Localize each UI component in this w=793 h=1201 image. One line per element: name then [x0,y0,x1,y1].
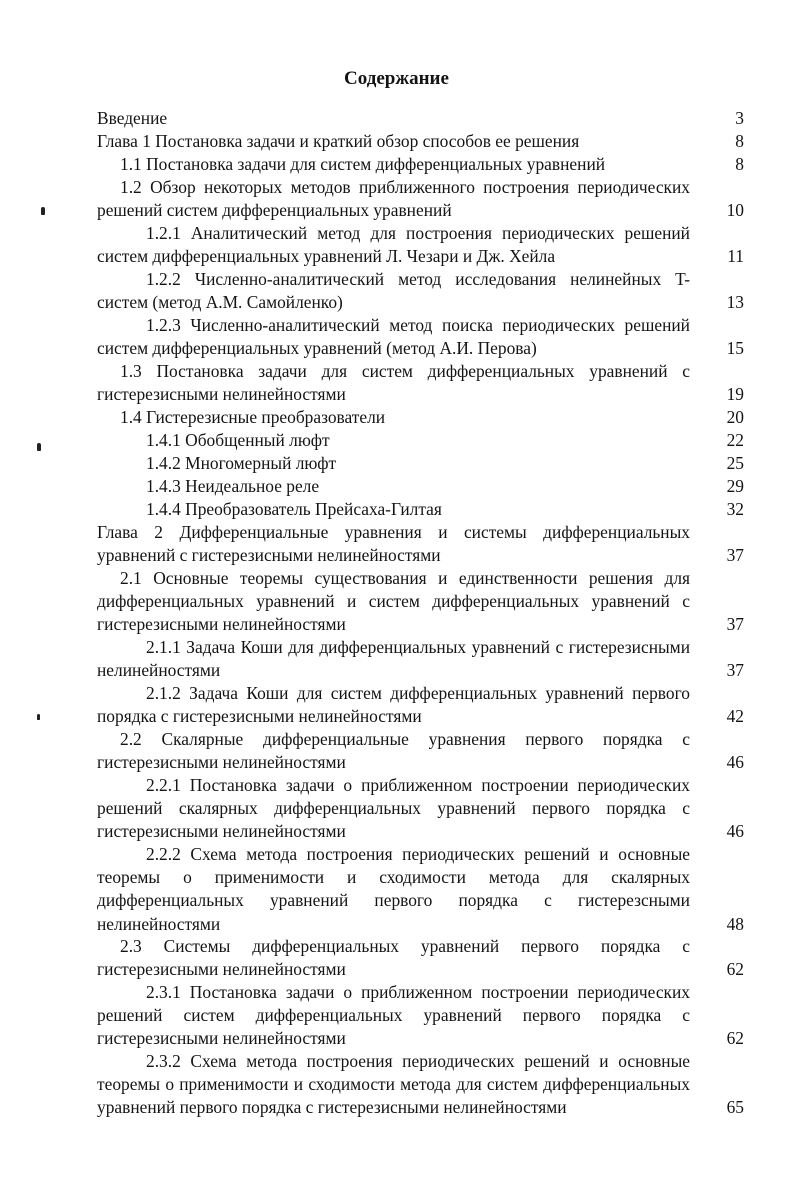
toc-entry [97,176,777,222]
toc-entry [97,153,777,176]
toc-page-number: 48 [726,913,744,934]
toc-page-number: 19 [726,384,744,405]
margin-speck [37,714,40,720]
toc-page-number: 8 [735,154,744,174]
toc-entry [97,498,777,521]
toc-entry [97,843,777,936]
margin-speck [37,443,41,451]
toc-page-number: 37 [726,545,744,566]
toc-entry [97,314,777,360]
toc-entry-title: Глава 2 Дифференциальные уравнения и системы дифференциальных уравнений с гистерезисными нелинейностями [97,522,690,566]
toc-page-number: 46 [726,752,744,773]
toc-page-number: 37 [726,660,744,681]
toc-entry [97,567,777,637]
toc-entry [97,682,777,728]
toc-entry-title: 1.2 Обзор некоторых методов приближенного построения периодических решений систем дифференциальных уравнений [97,177,690,221]
toc-entry-title: 2.3.2 Схема метода построения периодических решений и основные теоремы о применимости и сходимости метода для систем дифференциальных уравнений первого порядка с гистерезисными нелинейностями [97,1051,690,1118]
toc-entry-title: 1.2.3 Численно-аналитический метод поиска периодических решений систем дифференциальных уравнений (метод А.И. Перова) [97,315,690,359]
toc-entry-title: 1.3 Постановка задачи для систем дифференциальных уравнений с гистерезисными нелинейностями [97,361,690,405]
toc-entry-title: 2.1.2 Задача Коши для систем дифференциальных уравнений первого порядка с гистерезисными нелинейностями [97,683,690,727]
toc-entry [97,130,777,153]
toc-entry [97,774,777,844]
page-title: Содержание [344,68,449,89]
toc-page-number: 62 [726,1028,744,1049]
toc-entry-title: 1.4.1 Обобщенный люфт [146,430,330,450]
toc-page-number: 62 [726,959,744,980]
toc-page-number: 20 [726,407,744,427]
toc-entry-title: 1.2.1 Аналитический метод для построения периодических решений систем дифференциальных уравнений Л. Чезари и Дж. Хейла [97,223,690,267]
toc-entry [97,222,777,268]
toc-entry-title: 2.1.1 Задача Коши для дифференциальных уравнений с гистерезисными нелинейностями [97,637,690,681]
toc-entry-title: 1.4.3 Неидеальное реле [146,476,320,496]
margin-speck [41,207,45,215]
toc-entry-title: 2.3 Системы дифференциальных уравнений первого порядка с гистерезисными нелинейностями [97,936,690,980]
toc-entry [97,935,777,981]
toc-page-number: 25 [726,453,744,473]
toc-entry [97,475,777,498]
toc-page-number: 13 [726,292,744,313]
toc-page-number: 22 [726,430,744,450]
toc-page-number: 15 [726,338,744,359]
toc-entry-title: Глава 1 Постановка задачи и краткий обзор способов ее решения [97,131,580,151]
toc-page-number: 29 [726,476,744,496]
toc-page-number: 3 [735,108,744,128]
toc-entry-title: 2.1 Основные теоремы существования и единственности решения для дифференциальных уравнений и систем дифференциальных уравнений с гистерезисными нелинейностями [97,568,690,635]
toc-entry [97,360,777,406]
toc-entry-title: 2.2 Скалярные дифференциальные уравнения первого порядка с гистерезисными нелинейностями [97,729,690,773]
toc-entry-title: 2.3.1 Постановка задачи о приближенном построении периодических решений систем дифференциальных уравнений первого порядка с гистерезисными нелинейностями [97,982,690,1049]
toc-entry [97,406,777,429]
toc-entry [97,636,777,682]
toc-entry [97,1050,777,1120]
toc-entry-title: 1.2.2 Численно-аналитический метод исследования нелинейных T-систем (метод А.М. Самойленко) [97,269,690,313]
toc-entry [97,521,777,567]
toc-page-number: 11 [727,246,744,267]
toc-entry [97,452,777,475]
toc-entry-title: Введение [97,108,168,128]
toc-entry [97,107,777,130]
toc-entry-title: 1.4.2 Многомерный люфт [146,453,337,473]
toc-entry-title: 1.4.4 Преобразователь Прейсаха-Гилтая [146,499,442,519]
toc-page-number: 46 [726,821,744,842]
toc-entry-title: 1.1 Постановка задачи для систем дифференциальных уравнений [120,154,606,174]
toc-page-number: 10 [726,200,744,221]
toc-entry-title: 2.2.1 Постановка задачи о приближенном построении периодических решений скалярных дифференциальных уравнений первого порядка с гистерезисными нелинейностями [97,775,690,842]
toc-entry [97,981,777,1051]
toc-page-number: 32 [726,499,744,519]
toc-entry-title: 1.4 Гистерезисные преобразователи [120,407,386,427]
toc-entry [97,268,777,314]
toc-page-number: 65 [726,1097,744,1118]
toc-entry-title: 2.2.2 Схема метода построения периодических решений и основные теоремы о применимости и сходимости метода для скалярных дифференциальных уравнений первого порядка с гистерезсными нелинейностями [97,844,690,934]
toc-page-number: 37 [726,614,744,635]
toc-page-number: 42 [726,706,744,727]
toc-entry [97,728,777,774]
toc-entry [97,429,777,452]
toc-page-number: 8 [735,131,744,151]
